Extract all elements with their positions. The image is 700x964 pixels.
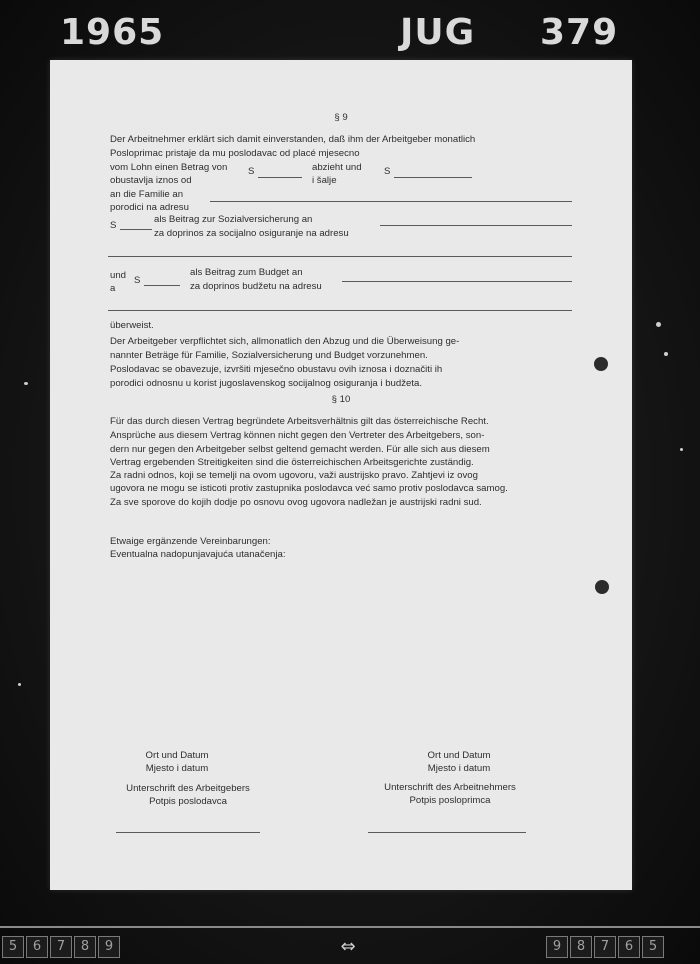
- section9-heading: § 9: [334, 112, 348, 123]
- s10-line-4: Vertrag ergebenden Streitigkeiten sind die österreichischen Arbeitsgerichte zuständig.: [110, 457, 474, 468]
- frame-number: 5: [2, 936, 24, 958]
- currency-symbol: S: [134, 275, 141, 286]
- s9-line-12: a: [110, 283, 116, 294]
- s9-line-17: nannter Beträge für Familie, Sozialversicherung und Budget vorzunehmen.: [110, 350, 428, 361]
- amount-line: [258, 177, 302, 178]
- address-line: [342, 281, 572, 282]
- supplement-label-hr: Eventualna nadopunjavajuća utanačenja:: [110, 549, 286, 560]
- address-line: [210, 201, 572, 202]
- film-speck: [656, 322, 661, 327]
- s9-line-16: Der Arbeitgeber verpflichtet sich, allmonatlich den Abzug und die Überweisung ge-: [110, 336, 460, 347]
- frame-number: 8: [570, 936, 592, 958]
- film-code-label: JUG: [400, 12, 476, 53]
- s10-line-5: Za radni odnos, koji se temelji na ovom ugovoru, važi austrijsko pravo. Zahtjevi iz ovog: [110, 470, 478, 481]
- address-line: [380, 225, 572, 226]
- s9-line-2: Posloprimac pristaje da mu poslodavac od placé mjesecno: [110, 148, 360, 159]
- s9-line-11: und: [110, 270, 127, 281]
- frame-number: 6: [26, 936, 48, 958]
- s10-line-6: ugovora ne mogu se isticoti protiv zastupnika poslodavca već samo protiv poslodavca samog.: [110, 483, 508, 494]
- s9-line-7: an die Familie an: [110, 189, 184, 200]
- currency-symbol: S: [110, 220, 117, 231]
- s9-line-4: obustavlja iznos od: [110, 175, 192, 186]
- film-speck: [680, 448, 683, 451]
- film-speck: [18, 683, 21, 686]
- amount-line: [394, 177, 472, 178]
- section10-heading: § 10: [331, 394, 351, 405]
- currency-symbol: S: [384, 166, 391, 177]
- film-speck: [24, 382, 28, 385]
- s9-line-18: Poslodavac se obavezuje, izvršiti mjesečno obustavu ovih iznosa i doznačiti ih: [110, 364, 443, 375]
- right-place-date-hr: Mjesto i datum: [427, 763, 491, 774]
- s10-line-7: Za sve sporove do kojih dodje po osnovu ovog ugovora nadležan je austrijski radni sud.: [110, 497, 482, 508]
- s9-line-3: vom Lohn einen Betrag von: [110, 162, 228, 173]
- s10-line-2: Ansprüche aus diesem Vertrag können nicht gegen den Vertreter des Arbeitgebers, son-: [110, 430, 485, 441]
- s9-line-9: als Beitrag zur Sozialversicherung an: [154, 214, 313, 225]
- employee-signature-line: [368, 832, 526, 833]
- s9-line-1: Der Arbeitnehmer erklärt sich damit einverstanden, daß ihm der Arbeitgeber monatlich: [110, 134, 476, 145]
- frame-number: 7: [594, 936, 616, 958]
- film-year-label: 1965: [60, 12, 165, 53]
- film-arrow-icon: ⇔: [340, 936, 356, 957]
- amount-line: [144, 285, 180, 286]
- s10-line-3: dern nur gegen den Arbeitgeber selbst geltend gemacht werden. Für alle sich aus diesem: [110, 444, 490, 455]
- s9-line-19: porodici odnosnu u korist jugoslavenskog socijalnog osiguranja i budžeta.: [110, 378, 422, 389]
- employer-signature-label-de: Unterschrift des Arbeitgebers: [126, 783, 250, 794]
- document-page: [50, 60, 632, 890]
- film-number-label: 379: [540, 12, 619, 53]
- film-edge-line: [0, 926, 700, 928]
- frame-number: 7: [50, 936, 72, 958]
- address-line: [108, 256, 572, 257]
- punch-hole: [595, 580, 609, 594]
- address-line: [108, 310, 572, 311]
- right-place-date-de: Ort und Datum: [427, 750, 491, 761]
- left-place-date-de: Ort und Datum: [145, 750, 209, 761]
- amount-line: [120, 229, 152, 230]
- s9-line-10: za doprinos za socijalno osiguranje na adresu: [154, 228, 349, 239]
- s9-line-6: i šalje: [312, 175, 337, 186]
- film-speck: [664, 352, 668, 356]
- currency-symbol: S: [248, 166, 255, 177]
- frame-number: 5: [642, 936, 664, 958]
- supplement-label-de: Etwaige ergänzende Vereinbarungen:: [110, 536, 271, 547]
- s9-line-15: überweist.: [110, 320, 154, 331]
- s9-line-13: als Beitrag zum Budget an: [190, 267, 303, 278]
- frame-number: 9: [98, 936, 120, 958]
- punch-hole: [594, 357, 608, 371]
- frame-number: 9: [546, 936, 568, 958]
- film-edge-top: [0, 0, 700, 60]
- s10-line-1: Für das durch diesen Vertrag begründete Arbeitsverhältnis gilt das österreichische Recht.: [110, 416, 489, 427]
- employer-signature-line: [116, 832, 260, 833]
- left-place-date-hr: Mjesto i datum: [145, 763, 209, 774]
- frame-numbers-left: [2, 936, 122, 958]
- s9-line-14: za doprinos budžetu na adresu: [190, 281, 322, 292]
- frame-number: 6: [618, 936, 640, 958]
- employee-signature-label-hr: Potpis posloprimca: [409, 795, 491, 806]
- frame-number: 8: [74, 936, 96, 958]
- employer-signature-label-hr: Potpis poslodavca: [149, 796, 227, 807]
- s9-line-8: porodici na adresu: [110, 202, 189, 213]
- frame-numbers-right: [546, 936, 666, 958]
- s9-line-5: abzieht und: [312, 162, 362, 173]
- employee-signature-label-de: Unterschrift des Arbeitnehmers: [384, 782, 516, 793]
